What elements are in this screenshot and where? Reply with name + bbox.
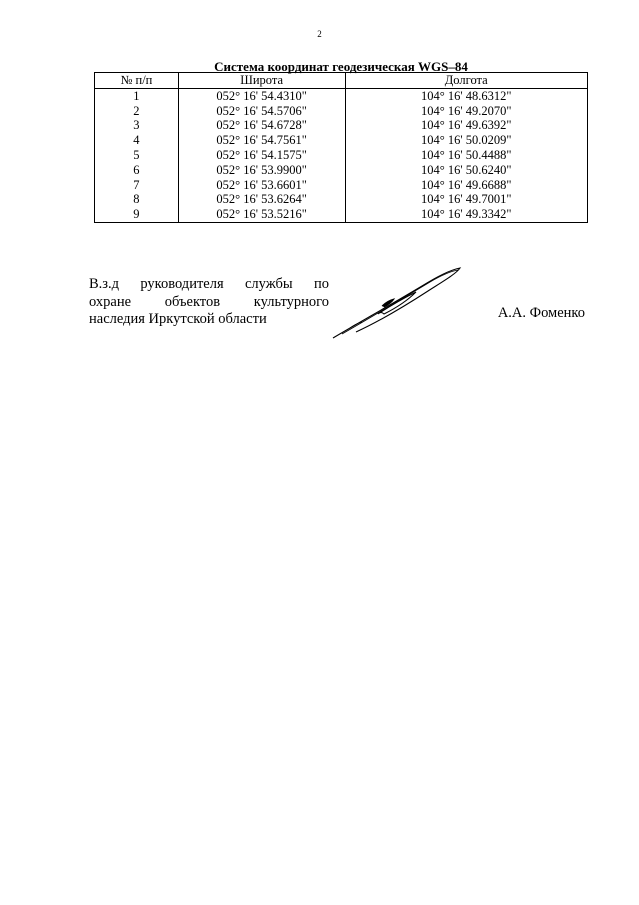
cell-longitude: 104° 16' 48.6312" — [345, 88, 588, 103]
cell-latitude: 052° 16' 54.1575" — [178, 148, 345, 163]
cell-number: 7 — [95, 178, 179, 193]
cell-latitude: 052° 16' 53.6264" — [178, 192, 345, 207]
header-number: № п/п — [95, 73, 179, 89]
table-row — [95, 163, 588, 178]
cell-latitude: 052° 16' 54.7561" — [178, 133, 345, 148]
cell-latitude: 052° 16' 53.6601" — [178, 178, 345, 193]
cell-latitude: 052° 16' 54.6728" — [178, 118, 345, 133]
signer-position-line: охране объектов культурного — [89, 293, 329, 310]
cell-number: 2 — [95, 104, 179, 119]
cell-longitude: 104° 16' 50.0209" — [345, 133, 588, 148]
table-row — [95, 133, 588, 148]
cell-number: 5 — [95, 148, 179, 163]
table-row — [95, 178, 588, 193]
cell-latitude: 052° 16' 54.4310" — [178, 88, 345, 103]
table-row — [95, 118, 588, 133]
cell-latitude: 052° 16' 53.5216" — [178, 207, 345, 222]
cell-number: 4 — [95, 133, 179, 148]
cell-number: 8 — [95, 192, 179, 207]
handwritten-signature — [330, 262, 465, 342]
signer-position-line: В.з.д руководителя службы по — [89, 276, 329, 292]
cell-number: 9 — [95, 207, 179, 222]
table-row — [95, 148, 588, 163]
coordinates-table — [94, 72, 588, 223]
cell-longitude: 104° 16' 49.7001" — [345, 192, 588, 207]
cell-latitude: 052° 16' 54.5706" — [178, 104, 345, 119]
cell-number: 1 — [95, 88, 179, 103]
table-row — [95, 104, 588, 119]
signer-position — [89, 276, 329, 329]
cell-longitude: 104° 16' 50.6240" — [345, 163, 588, 178]
table-row — [95, 207, 588, 222]
table-row — [95, 192, 588, 207]
signer-position-line: наследия Иркутской области — [89, 311, 267, 327]
cell-longitude: 104° 16' 49.3342" — [345, 207, 588, 222]
header-longitude: Долгота — [345, 73, 588, 89]
cell-longitude: 104° 16' 49.2070" — [345, 104, 588, 119]
table-row — [95, 88, 588, 103]
table-title: Система координат геодезическая WGS–84 — [214, 59, 468, 74]
signer-name: А.А. Фоменко — [497, 305, 585, 321]
cell-longitude: 104° 16' 50.4488" — [345, 148, 588, 163]
cell-longitude: 104° 16' 49.6392" — [345, 118, 588, 133]
cell-number: 6 — [95, 163, 179, 178]
header-latitude: Широта — [178, 73, 345, 89]
cell-latitude: 052° 16' 53.9900" — [178, 163, 345, 178]
cell-number: 3 — [95, 118, 179, 133]
table-header-row — [95, 73, 588, 89]
page-number: 2 — [317, 29, 322, 39]
cell-longitude: 104° 16' 49.6688" — [345, 178, 588, 193]
